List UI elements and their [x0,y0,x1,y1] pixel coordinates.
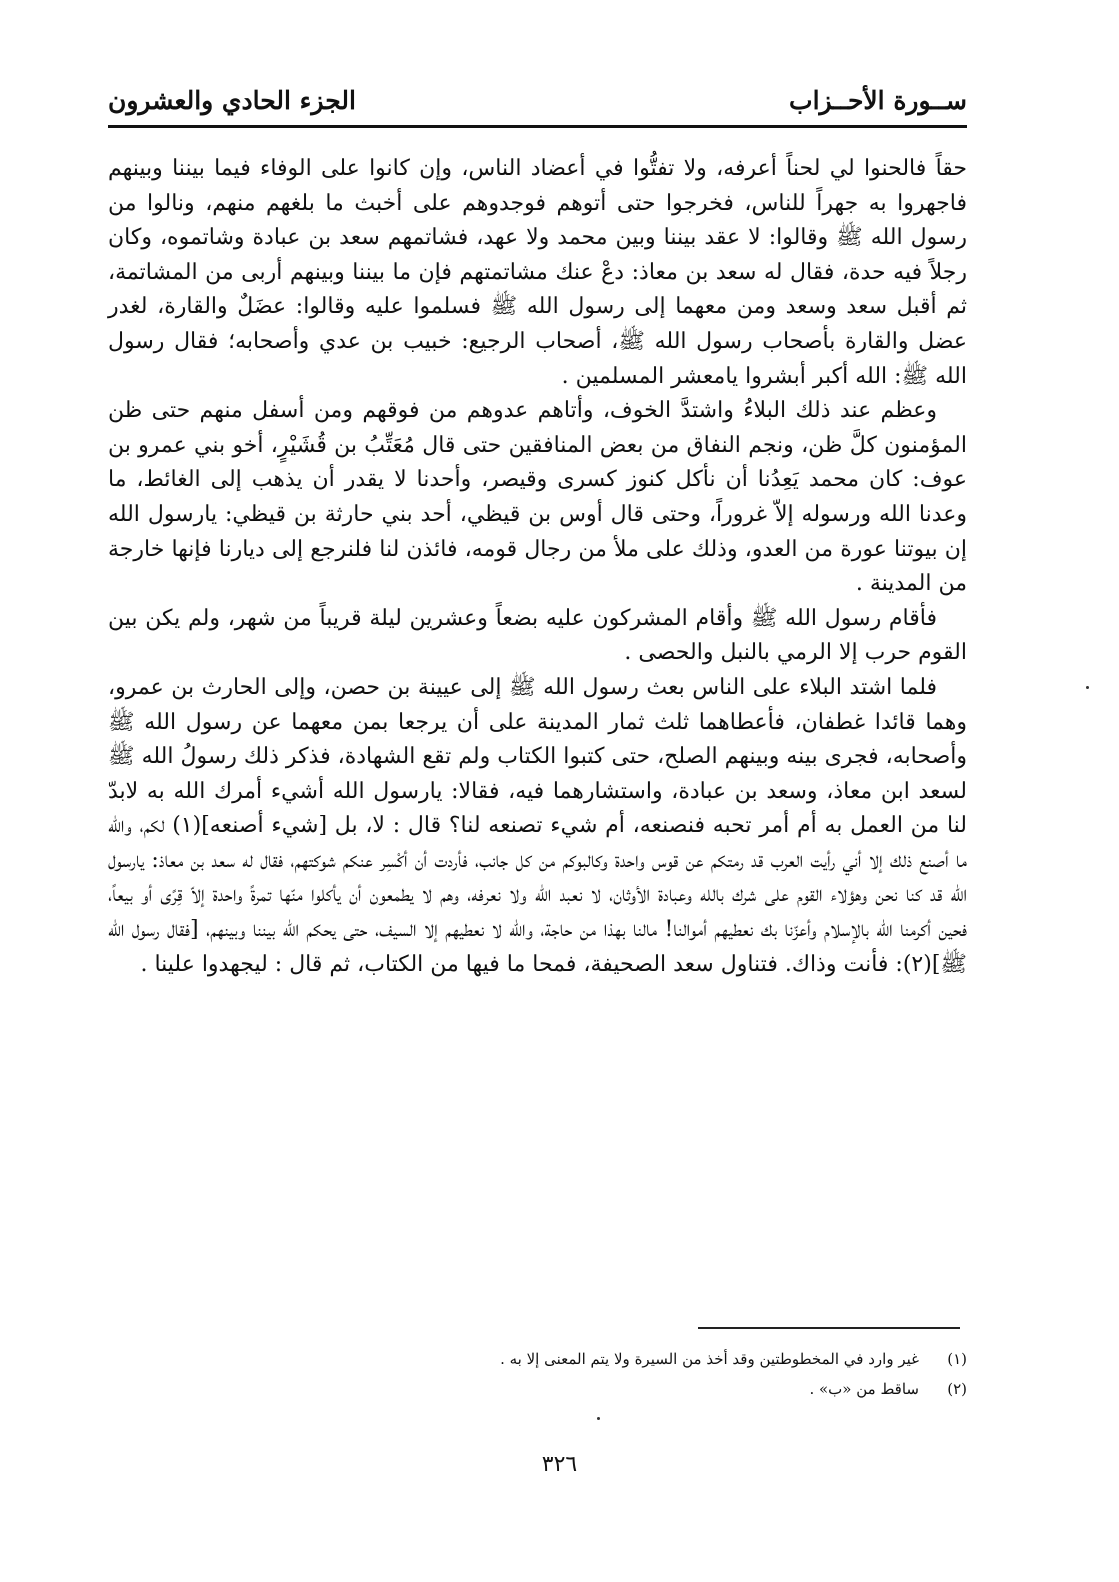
main-text [108,152,967,982]
part-title: الجزء الحادي والعشرون [108,85,356,115]
header-rule [108,125,967,128]
scan-speck [597,1417,600,1420]
footnote-rule [698,1327,960,1329]
paragraph-1: حقاً فالحنوا لي لحناً أعرفه، ولا تفتُّوا في أعضاد الناس، وإن كانوا على الوفاء فيما بيننا وبينهم فاجهروا به جهراً للناس، فخرجوا حتى أتوهم فوجدوهم على أخبث ما بلغهم منهم، ونالوا من رسول الله ﷺ وقالوا: لا عقد بيننا وبين محمد ولا عهد، فشاتمهم سعد بن عبادة وشاتموه، وكان رجلاً فيه حدة، فقال له سعد بن معاذ: دعْ عنك مشاتمتهم فإن ما بيننا وبينهم أربى من المشاتمة، ثم أقبل سعد وسعد ومن معهما إلى رسول الله ﷺ فسلموا عليه وقالوا: عضَلٌ والقارة، لغدر عضل والقارة بأصحاب رسول الله ﷺ، أصحاب الرجيع: خبيب بن عدي وأصحابه؛ فقال رسول الله ﷺ: الله أكبر أبشروا يامعشر المسلمين . [108,156,967,389]
footnote-text: ساقط من «ب» . [809,1380,919,1398]
surah-title: ســورة الأحــزاب [789,85,967,115]
footnotes [300,1344,967,1404]
scan-speck [1086,686,1089,689]
paragraph-2: وعظم عند ذلك البلاءُ واشتدَّ الخوف، وأتاهم عدوهم من فوقهم ومن أسفل منهم حتى ظن المؤمنون كلَّ ظن، ونجم النفاق من بعض المنافقين حتى قال مُعَتِّبُ بن قُشَيْرٍ، أخو بني عمرو بن عوف: كان محمد يَعِدُنا أن نأكل كنوز كسرى وقيصر، وأحدنا لا يقدر أن يذهب إلى الغائط، ما وعدنا الله ورسوله إلاّ غروراً، وحتى قال أوس بن قيظي، أحد بني حارثة بن قيظي: يارسول الله إن بيوتنا عورة من العدو، وذلك على ملأ من رجال قومه، فائذن لنا فلنرجع إلى ديارنا فإنها خارجة من المدينة . [108,398,967,597]
footnote-2 [300,1374,967,1404]
footnote-number: (٢) [947,1380,967,1398]
paragraph-3: فأقام رسول الله ﷺ وأقام المشركون عليه بضعاً وعشرين ليلة قريباً من شهر، ولم يكن بين القوم حرب إلا الرمي بالنبل والحصى . [108,605,967,666]
footnote-text: غير وارد في المخطوطتين وقد أخذ من السيرة ولا يتم المعنى إلا به . [500,1350,919,1368]
page-number: ٣٢٦ [541,1452,578,1477]
paragraph-4: فلما اشتد البلاء على الناس بعث رسول الله ﷺ إلى عيينة بن حصن، وإلى الحارث بن عمرو، وهما قائدا غطفان، فأعطاهما ثلث ثمار المدينة على أن يرجعا بمن معهما عن رسول الله ﷺ وأصحابه، فجرى بينه وبينهم الصلح، حتى كتبوا الكتاب ولم تقع الشهادة، فذكر ذلك رسولُ الله ﷺ لسعد ابن معاذ، وسعد بن عبادة، واستشارهما فيه، فقالا: يارسول الله أشيء أمرك الله به لابدّ لنا من العمل به أم أمر تحبه فنصنعه، أم شيء تصنعه لنا؟ قال : لا، بل [شيء أصنعه](١) لكم، والله ما أصنع ذلك إلا أني رأيت العرب قد رمتكم عن قوس واحدة وكالبوكم من كل جانب، فأردت أن أكْسِر عنكم شوكتهم، فقال له سعد بن معاذ: يارسول الله قد كنا نحن وهؤلاء القوم على شرك بالله وعبادة الأوثان، لا نعبد الله ولا نعرفه، وهم لا يطمعون أن يأكلوا منّها تمرةً واحدة إلاّ قِرًى أو بيعاً، فحين أكرمنا الله بالإسلام وأعزّنا بك نعطيهم أموالنا! مالنا بهذا من حاجة، والله لا نعطيهم إلا السيف، حتى يحكم الله بيننا وبينهم، [فقال رسول الله ﷺ](٢): فأنت وذاك. فتناول سعد الصحيفة، فمحا ما فيها من الكتاب، ثم قال : ليجهدوا علينا . [108,674,967,977]
footnote-number: (١) [947,1350,967,1368]
footnote-1 [300,1344,967,1374]
running-header [108,78,967,122]
